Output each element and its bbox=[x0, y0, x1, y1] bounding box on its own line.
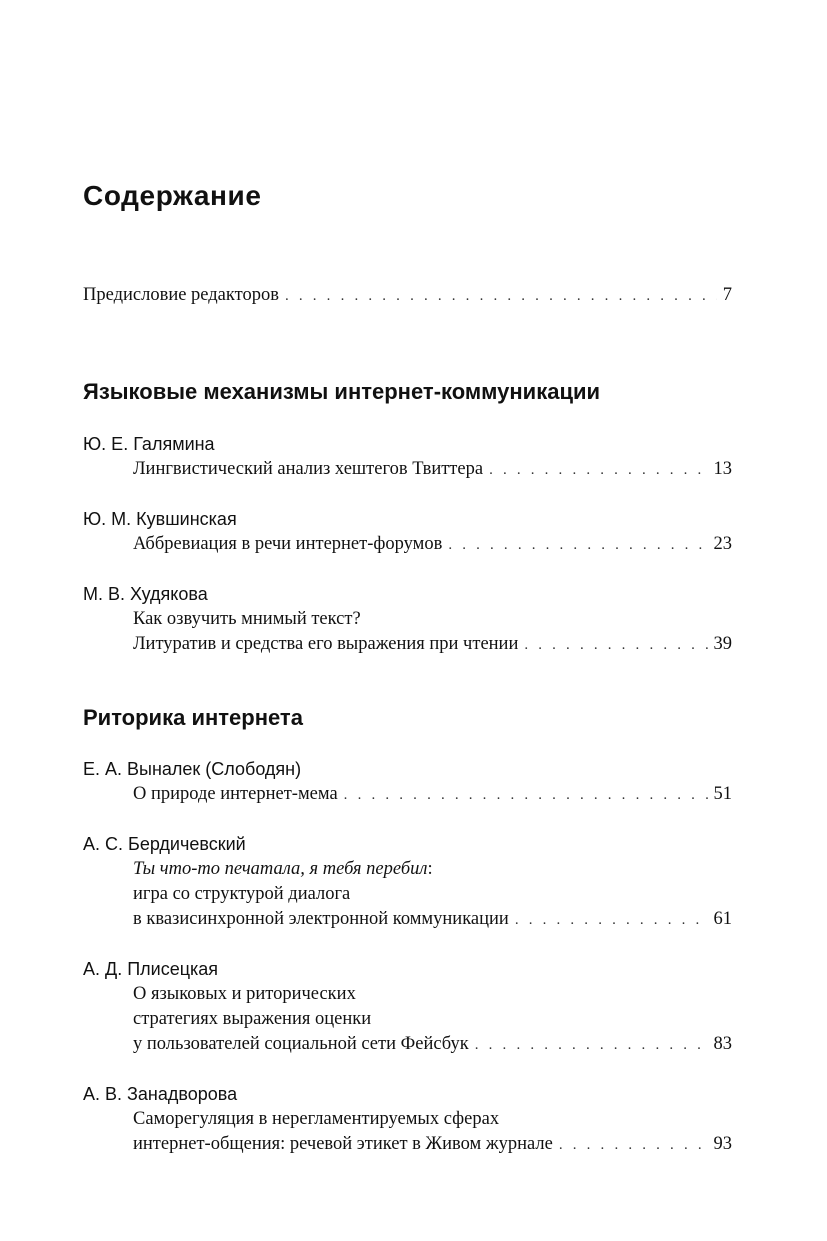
section-title: Риторика интернета bbox=[83, 705, 303, 730]
toc-entry[interactable] bbox=[133, 457, 732, 483]
section-title: Языковые механизмы интернет-коммуникации bbox=[83, 379, 601, 404]
dot-leader bbox=[344, 783, 708, 808]
entry-author: Е. А. Выналек (Слободян) bbox=[83, 759, 302, 779]
entry-title-line: Как озвучить мнимый текст? bbox=[133, 609, 361, 629]
page-number: 7 bbox=[722, 285, 732, 305]
toc-entry[interactable] bbox=[133, 907, 732, 933]
dot-leader bbox=[285, 284, 717, 309]
dot-leader bbox=[448, 533, 707, 558]
page-title: Содержание bbox=[83, 180, 262, 211]
toc-entry[interactable] bbox=[133, 1132, 732, 1158]
dot-leader bbox=[475, 1033, 708, 1058]
entry-title-line: Саморегуляция в нерегламентируемых сферах bbox=[133, 1109, 500, 1129]
entry-title-line: стратегиях выражения оценки bbox=[133, 1009, 372, 1029]
dot-leader bbox=[559, 1133, 708, 1158]
page-number: 23 bbox=[713, 534, 732, 554]
dot-leader bbox=[524, 633, 707, 658]
entry-title: в квазисинхронной электронной коммуникации bbox=[133, 909, 509, 929]
page-number: 93 bbox=[713, 1134, 732, 1154]
toc-entry[interactable] bbox=[133, 632, 732, 658]
toc-entry[interactable] bbox=[133, 782, 732, 808]
italic-title: Ты что-то печатала, я тебя перебил bbox=[133, 859, 428, 879]
entry-author: А. В. Занадворова bbox=[83, 1084, 238, 1104]
entry-title: Предисловие редакторов bbox=[83, 285, 279, 305]
entry-author: М. В. Худякова bbox=[83, 584, 208, 604]
entry-title: Литуратив и средства его выражения при чтении bbox=[133, 634, 519, 654]
toc-entry[interactable] bbox=[133, 532, 732, 558]
colon: : bbox=[427, 859, 433, 879]
entry-title: Лингвистический анализ хештегов Твиттера bbox=[133, 459, 484, 479]
entry-title: Аббревиация в речи интернет-форумов bbox=[133, 534, 443, 554]
entry-title: интернет-общения: речевой этикет в Живом журнале bbox=[133, 1134, 553, 1154]
toc-entry-preface[interactable] bbox=[83, 283, 732, 309]
entry-author: Ю. Е. Галямина bbox=[83, 434, 215, 454]
entry-title: у пользователей социальной сети Фейсбук bbox=[133, 1034, 469, 1054]
entry-author: А. С. Бердичевский bbox=[83, 834, 246, 854]
page-number: 39 bbox=[713, 634, 732, 654]
page-number: 61 bbox=[713, 909, 732, 929]
entry-title: О природе интернет-мема bbox=[133, 784, 338, 804]
page-number: 83 bbox=[713, 1034, 732, 1054]
dot-leader bbox=[489, 458, 707, 483]
page-number: 51 bbox=[713, 784, 732, 804]
entry-author: А. Д. Плисецкая bbox=[83, 959, 219, 979]
entry-title-line: игра со структурой диалога bbox=[133, 884, 351, 904]
entry-title-line bbox=[133, 857, 433, 882]
toc-entry[interactable] bbox=[133, 1032, 732, 1058]
entry-title-line: О языковых и риторических bbox=[133, 984, 356, 1004]
page-number: 13 bbox=[713, 459, 732, 479]
entry-author: Ю. М. Кувшинская bbox=[83, 509, 237, 529]
dot-leader bbox=[515, 908, 708, 933]
